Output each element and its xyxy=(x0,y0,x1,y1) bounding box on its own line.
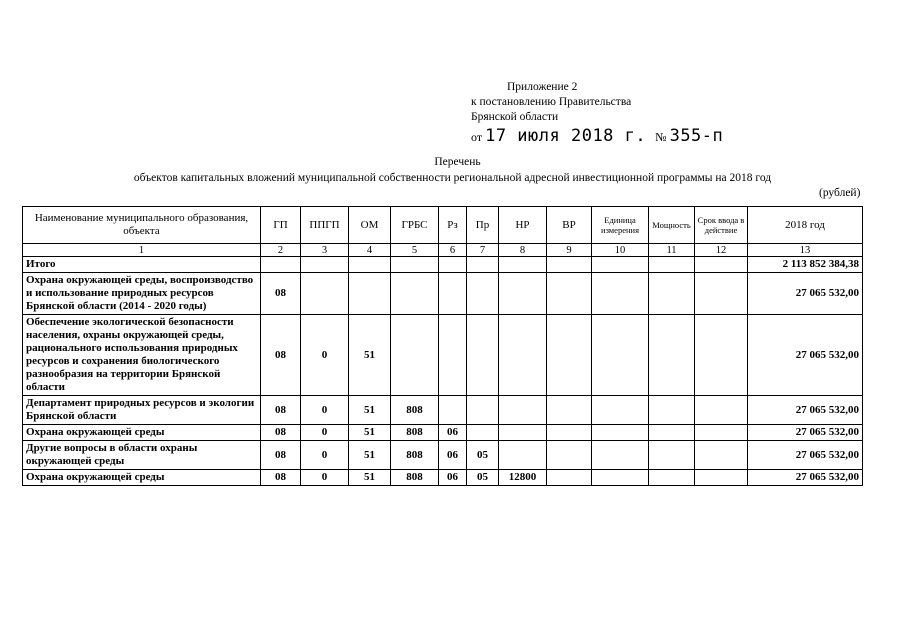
row-name-cell: Другие вопросы в области охраны окружающей среды xyxy=(23,441,261,470)
row-name-cell: Обеспечение экологической безопасности населения, охраны окружающей среды, рационального использования природных ресурсов и сохранения биологического разнообразия на территории Брянской области xyxy=(23,315,261,396)
row-code-cell xyxy=(592,425,649,441)
row-code-cell xyxy=(547,425,592,441)
row-code-cell: 51 xyxy=(349,425,391,441)
column-header-rz: Рз xyxy=(439,207,467,244)
column-header-capacity: Мощность xyxy=(649,207,695,244)
row-code-cell: 51 xyxy=(349,396,391,425)
investment-table xyxy=(22,206,863,486)
column-header-vr: ВР xyxy=(547,207,592,244)
column-header-grbs: ГРБС xyxy=(391,207,439,244)
column-number: 13 xyxy=(748,244,863,257)
column-header-ppgp: ППГП xyxy=(301,207,349,244)
column-number: 2 xyxy=(261,244,301,257)
decree-line xyxy=(471,126,723,146)
row-code-cell xyxy=(695,315,748,396)
column-header-unit: Единица измерения xyxy=(592,207,649,244)
row-code-cell: 808 xyxy=(391,441,439,470)
column-number: 7 xyxy=(467,244,499,257)
row-code-cell xyxy=(695,441,748,470)
row-name-cell: Департамент природных ресурсов и экологии Брянской области xyxy=(23,396,261,425)
row-code-cell xyxy=(499,425,547,441)
column-number: 12 xyxy=(695,244,748,257)
row-code-cell: 08 xyxy=(261,441,301,470)
row-code-cell xyxy=(499,257,547,273)
column-number: 10 xyxy=(592,244,649,257)
column-number: 1 xyxy=(23,244,261,257)
row-code-cell xyxy=(439,315,467,396)
row-code-cell xyxy=(499,396,547,425)
row-code-cell xyxy=(649,425,695,441)
row-code-cell: 0 xyxy=(301,396,349,425)
row-code-cell: 05 xyxy=(467,470,499,486)
row-code-cell xyxy=(261,257,301,273)
row-code-cell: 51 xyxy=(349,441,391,470)
decree-prefix: от xyxy=(471,130,483,144)
column-number: 5 xyxy=(391,244,439,257)
row-code-cell: 06 xyxy=(439,470,467,486)
column-header-om: ОМ xyxy=(349,207,391,244)
row-amount-cell: 27 065 532,00 xyxy=(748,425,863,441)
row-code-cell xyxy=(695,425,748,441)
row-code-cell xyxy=(649,441,695,470)
table-body xyxy=(23,207,863,486)
row-amount-cell: 27 065 532,00 xyxy=(748,273,863,315)
row-code-cell xyxy=(649,315,695,396)
document-subtitle: объектов капитальных вложений муниципальной собственности региональной адресной инвестиционной программы на 2018 год xyxy=(133,172,772,184)
table-row xyxy=(23,470,863,486)
row-code-cell xyxy=(467,396,499,425)
row-code-cell xyxy=(301,273,349,315)
row-code-cell xyxy=(695,257,748,273)
row-amount-cell: 27 065 532,00 xyxy=(748,441,863,470)
row-code-cell xyxy=(467,315,499,396)
row-code-cell xyxy=(592,470,649,486)
column-number: 8 xyxy=(499,244,547,257)
row-code-cell xyxy=(499,441,547,470)
row-name-cell: Охрана окружающей среды xyxy=(23,470,261,486)
decree-date: 17 июля 2018 г. xyxy=(485,126,647,146)
row-code-cell: 0 xyxy=(301,441,349,470)
row-code-cell: 05 xyxy=(467,441,499,470)
row-code-cell xyxy=(301,257,349,273)
document-title: Перечень xyxy=(434,156,481,168)
row-code-cell xyxy=(649,470,695,486)
table-header-row xyxy=(23,207,863,244)
column-header-name: Наименование муниципального образования, объекта xyxy=(23,207,261,244)
row-code-cell xyxy=(547,273,592,315)
table-row xyxy=(23,273,863,315)
appendix-line: к постановлению Правительства xyxy=(471,96,632,108)
row-code-cell xyxy=(547,315,592,396)
column-header-nr: НР xyxy=(499,207,547,244)
row-code-cell: 12800 xyxy=(499,470,547,486)
column-number: 4 xyxy=(349,244,391,257)
table-row xyxy=(23,425,863,441)
row-code-cell xyxy=(439,257,467,273)
row-code-cell xyxy=(467,425,499,441)
row-code-cell xyxy=(649,273,695,315)
row-amount-cell: 27 065 532,00 xyxy=(748,470,863,486)
decree-number: 355-п xyxy=(669,126,724,146)
column-header-year-2018: 2018 год xyxy=(748,207,863,244)
row-code-cell: 08 xyxy=(261,425,301,441)
table-row xyxy=(23,396,863,425)
row-code-cell xyxy=(547,396,592,425)
row-name-cell: Итого xyxy=(23,257,261,273)
row-code-cell: 08 xyxy=(261,470,301,486)
row-code-cell: 0 xyxy=(301,470,349,486)
row-code-cell: 808 xyxy=(391,425,439,441)
column-header-gp: ГП xyxy=(261,207,301,244)
row-code-cell xyxy=(695,396,748,425)
appendix-line: Приложение 2 xyxy=(507,81,578,93)
row-name-cell: Охрана окружающей среды xyxy=(23,425,261,441)
table-row xyxy=(23,441,863,470)
row-code-cell xyxy=(649,257,695,273)
row-code-cell xyxy=(439,396,467,425)
row-code-cell xyxy=(391,273,439,315)
row-code-cell: 06 xyxy=(439,441,467,470)
row-code-cell xyxy=(439,273,467,315)
row-code-cell: 808 xyxy=(391,396,439,425)
row-code-cell: 808 xyxy=(391,470,439,486)
row-code-cell xyxy=(547,441,592,470)
row-code-cell: 51 xyxy=(349,315,391,396)
row-code-cell xyxy=(695,273,748,315)
row-amount-cell: 27 065 532,00 xyxy=(748,396,863,425)
appendix-line: Брянской области xyxy=(471,111,559,123)
row-code-cell xyxy=(592,257,649,273)
column-number: 9 xyxy=(547,244,592,257)
row-code-cell xyxy=(467,273,499,315)
row-code-cell xyxy=(592,273,649,315)
appendix-block xyxy=(471,80,631,125)
column-number: 3 xyxy=(301,244,349,257)
row-code-cell xyxy=(349,273,391,315)
row-code-cell xyxy=(547,257,592,273)
column-number: 11 xyxy=(649,244,695,257)
row-code-cell xyxy=(391,257,439,273)
row-code-cell xyxy=(391,315,439,396)
row-amount-cell: 27 065 532,00 xyxy=(748,315,863,396)
row-code-cell xyxy=(467,257,499,273)
decree-number-label: № xyxy=(655,130,667,144)
table-row xyxy=(23,315,863,396)
row-code-cell: 0 xyxy=(301,315,349,396)
row-code-cell: 08 xyxy=(261,315,301,396)
row-code-cell: 0 xyxy=(301,425,349,441)
column-numbers-row xyxy=(23,244,863,257)
row-code-cell: 08 xyxy=(261,396,301,425)
row-code-cell xyxy=(499,273,547,315)
row-code-cell xyxy=(592,441,649,470)
column-number: 6 xyxy=(439,244,467,257)
column-header-commissioning: Срок ввода в действие xyxy=(695,207,748,244)
row-code-cell: 06 xyxy=(439,425,467,441)
row-code-cell xyxy=(649,396,695,425)
row-code-cell: 51 xyxy=(349,470,391,486)
row-code-cell xyxy=(695,470,748,486)
row-amount-cell: 2 113 852 384,38 xyxy=(748,257,863,273)
row-code-cell xyxy=(349,257,391,273)
row-code-cell: 08 xyxy=(261,273,301,315)
row-code-cell xyxy=(592,315,649,396)
row-code-cell xyxy=(499,315,547,396)
column-header-pr: Пр xyxy=(467,207,499,244)
units-label: (рублей) xyxy=(819,187,861,199)
row-code-cell xyxy=(547,470,592,486)
row-name-cell: Охрана окружающей среды, воспроизводство и использование природных ресурсов Брянской области (2014 - 2020 годы) xyxy=(23,273,261,315)
row-code-cell xyxy=(592,396,649,425)
table-row xyxy=(23,257,863,273)
